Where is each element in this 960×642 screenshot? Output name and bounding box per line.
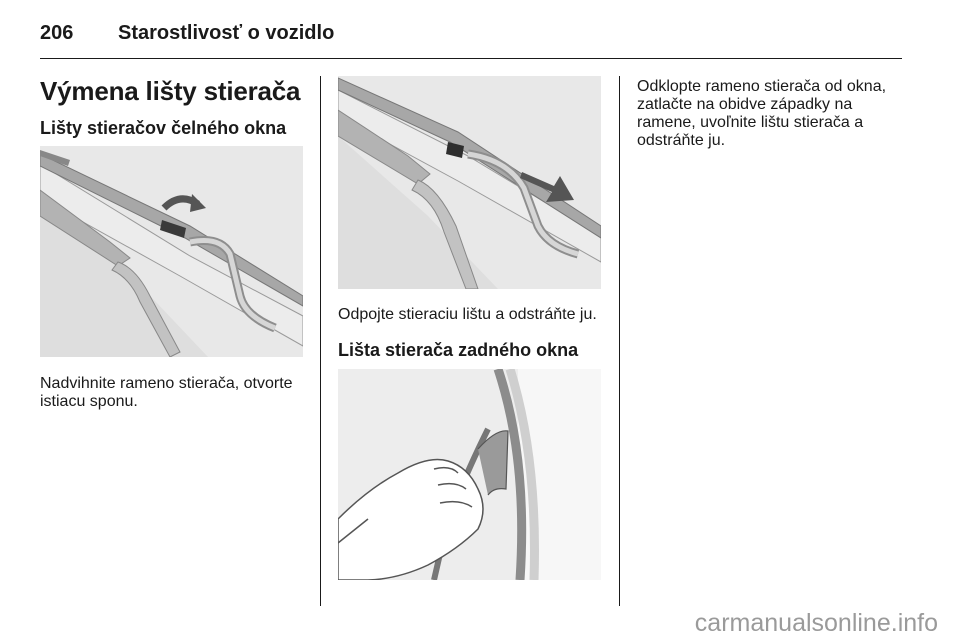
windscreen-caption: Nadvihnite rameno stierača, otvorte istiacu sponu. <box>40 375 293 410</box>
windscreen-subtitle: Lišty stieračov čelného okna <box>40 118 287 138</box>
section-title: Výmena lišty stierača <box>40 76 301 106</box>
page-header <box>40 22 902 59</box>
rear-wiper-instructions: Odklopte rameno stierača od okna, zatlačte na obidve západky na ramene, uvoľnite lištu stierača a odstráňte ju. <box>637 78 887 149</box>
watermark: carmanualsonline.info <box>694 609 938 637</box>
column-divider-1 <box>320 76 321 606</box>
rear-wiper-illustration <box>338 369 601 580</box>
rear-window-subtitle: Lišta stierača zadného okna <box>338 340 579 360</box>
wiper-blade-removal-illustration <box>338 76 601 289</box>
removal-caption: Odpojte stieraciu lištu a odstráňte ju. <box>338 306 597 323</box>
page-number: 206 <box>40 22 74 44</box>
windscreen-wiper-illustration <box>40 146 303 357</box>
chapter-title: Starostlivosť o vozidlo <box>118 22 335 44</box>
column-divider-2 <box>619 76 620 606</box>
